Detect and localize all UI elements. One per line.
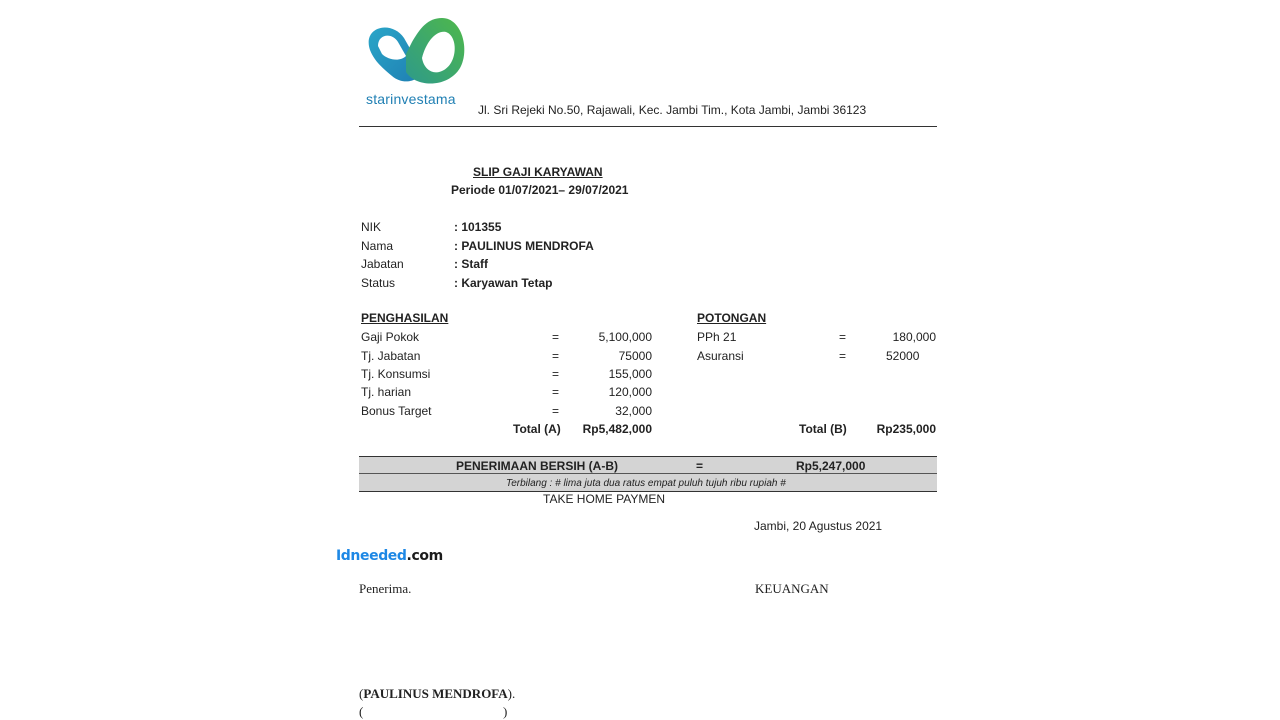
income-label: Bonus Target — [361, 404, 432, 418]
status-value: : Karyawan Tetap — [454, 276, 553, 290]
blank-signature-close: ) — [503, 704, 508, 719]
slip-period: Periode 01/07/2021– 29/07/2021 — [451, 183, 629, 197]
deductions-heading: POTONGAN — [697, 311, 767, 325]
deduction-amount: 52000 — [886, 349, 920, 363]
watermark — [336, 548, 443, 564]
income-label: Tj. Jabatan — [361, 349, 421, 363]
receiver-signature-name — [359, 686, 515, 702]
status-label: Status — [361, 276, 396, 290]
take-home-label: TAKE HOME PAYMEN — [543, 492, 666, 506]
income-label: Tj. harian — [361, 385, 412, 399]
deduction-label: Asuransi — [697, 349, 744, 363]
nik-label: NIK — [361, 220, 382, 234]
net-pay-eq: = — [696, 459, 704, 473]
name-label: Nama — [361, 239, 394, 253]
income-amount: 32,000 — [615, 404, 652, 418]
position-label: Jabatan — [361, 257, 404, 271]
deductions-total-value: Rp235,000 — [876, 422, 936, 436]
infinity-logo-icon — [362, 14, 472, 92]
net-pay-label: PENERIMAAN BERSIH (A-B) — [456, 459, 618, 473]
deduction-eq: = — [839, 330, 847, 344]
nik-value: : 101355 — [454, 220, 502, 234]
income-total-value: Rp5,482,000 — [582, 422, 652, 436]
place-date: Jambi, 20 Agustus 2021 — [754, 519, 883, 533]
income-label: Gaji Pokok — [361, 330, 420, 344]
deduction-label: PPh 21 — [697, 330, 737, 344]
company-brand-text: starinvestama — [366, 91, 456, 107]
income-total-label: Total (A) — [513, 422, 561, 436]
watermark-part2: .com — [406, 548, 443, 564]
receiver-name-close: ). — [507, 686, 516, 701]
income-amount: 120,000 — [608, 385, 652, 399]
net-pay-terbilang: Terbilang : # lima juta dua ratus empat puluh tujuh ribu rupiah # — [506, 478, 786, 489]
finance-label: KEUANGAN — [755, 581, 829, 596]
company-address: Jl. Sri Rejeki No.50, Rajawali, Kec. Jambi Tim., Kota Jambi, Jambi 36123 — [478, 103, 867, 117]
income-amount: 5,100,000 — [598, 330, 652, 344]
income-eq: = — [552, 367, 560, 381]
header-divider — [359, 126, 937, 127]
income-eq: = — [552, 330, 560, 344]
deductions-total-label: Total (B) — [799, 422, 847, 436]
income-eq: = — [552, 349, 560, 363]
income-label: Tj. Konsumsi — [361, 367, 431, 381]
blank-signature-open: ( — [359, 704, 364, 719]
income-heading: PENGHASILAN — [361, 311, 449, 325]
slip-title: SLIP GAJI KARYAWAN — [473, 165, 603, 179]
receiver-label: Penerima. — [359, 581, 412, 596]
net-pay-value: Rp5,247,000 — [796, 459, 866, 473]
watermark-part1: Idneeded — [336, 548, 407, 564]
income-amount: 75000 — [618, 349, 652, 363]
receiver-name: PAULINUS MENDROFA — [363, 686, 508, 701]
income-amount: 155,000 — [608, 367, 652, 381]
income-eq: = — [552, 385, 560, 399]
position-value: : Staff — [454, 257, 488, 271]
receiver-name-open: ( — [359, 686, 364, 701]
net-pay-divider — [359, 473, 937, 474]
income-eq: = — [552, 404, 560, 418]
deduction-amount: 180,000 — [892, 330, 936, 344]
name-value: : PAULINUS MENDROFA — [454, 239, 594, 253]
deduction-eq: = — [839, 349, 847, 363]
